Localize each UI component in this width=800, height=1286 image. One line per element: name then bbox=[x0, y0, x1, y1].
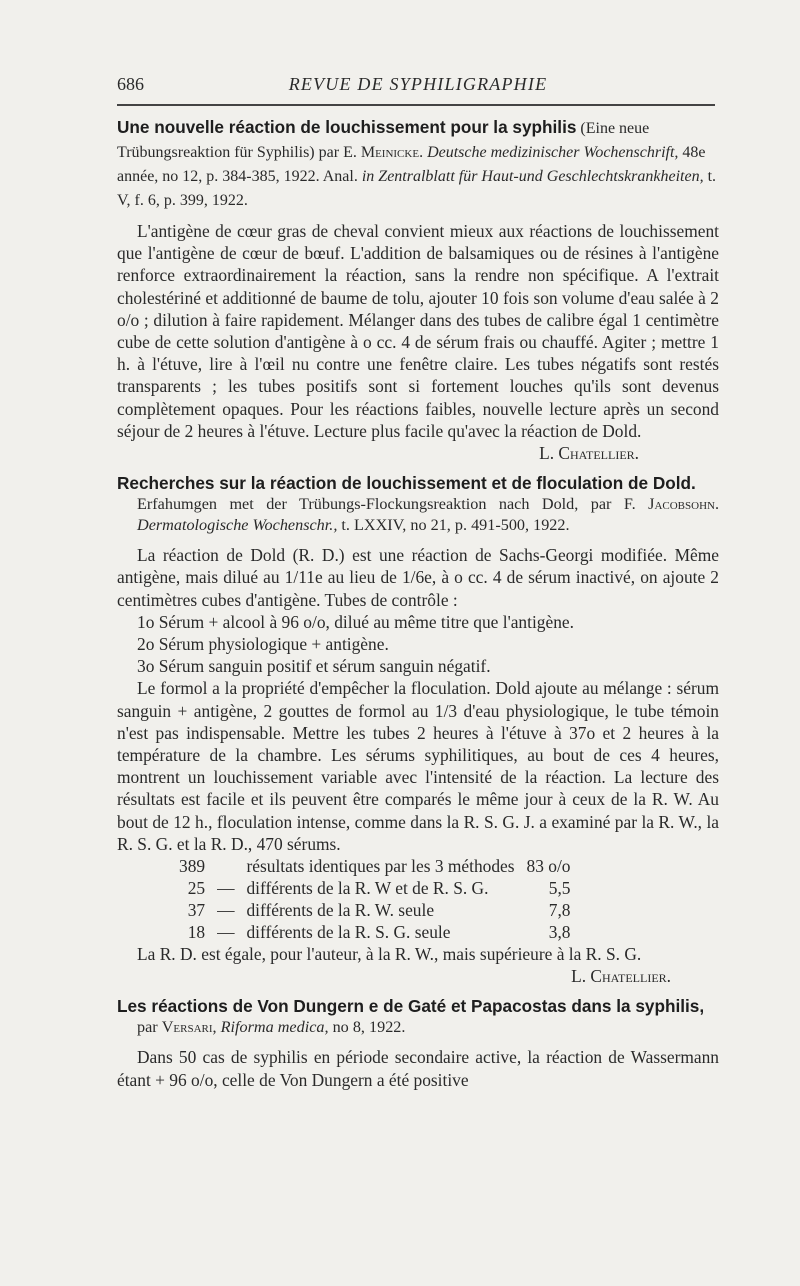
result-count: 389 bbox=[179, 856, 206, 877]
article-2-ref-c: t. LXXIV, no 21, p. 491-500, 1922. bbox=[337, 516, 570, 535]
running-title: REVUE DE SYPHILIGRAPHIE bbox=[288, 74, 548, 94]
results-table bbox=[173, 855, 577, 943]
result-value: 3,8 bbox=[548, 922, 571, 943]
spacer bbox=[117, 212, 719, 220]
result-text: différents de la R. W. seule bbox=[246, 900, 435, 921]
result-value: 7,8 bbox=[548, 900, 571, 921]
article-3-ref-c: no 8, 1922. bbox=[328, 1018, 406, 1037]
article-3-journal: Riforma medica, bbox=[220, 1018, 329, 1037]
article-1-ref-d: t. V, f. 6, p. 399, 1922. bbox=[117, 168, 717, 209]
header-rule bbox=[117, 104, 715, 106]
article-1-journal: Deutsche medizinischer Wochenschrift, bbox=[427, 144, 679, 161]
article-1-signature: L. Chatellier. bbox=[539, 443, 639, 464]
article-2-ref-b: . bbox=[714, 495, 719, 514]
article-2-para-3-text: La R. D. est égale, pour l'auteur, à la R. W., mais supérieure à la R. S. G. bbox=[137, 944, 642, 965]
page-header bbox=[117, 74, 719, 98]
spacer bbox=[117, 987, 719, 995]
article-1-heading bbox=[117, 116, 719, 212]
result-dash bbox=[211, 855, 240, 877]
list-item: 3o Sérum sanguin positif et sérum sanguin négatif. bbox=[137, 656, 491, 677]
result-text: différents de la R. S. G. seule bbox=[246, 922, 451, 943]
article-2-ref-a: Erfahumgen met der Trübungs-Flockungsreaktion nach Dold, par F. bbox=[137, 495, 649, 514]
article-1-ref-a: (Eine neue Trübungsreaktion für Syphilis) par E. bbox=[117, 120, 650, 161]
result-dash: — bbox=[217, 900, 235, 921]
result-dash: — bbox=[217, 878, 235, 899]
article-2 bbox=[117, 472, 719, 987]
article-2-title: Recherches sur la réaction de louchissement et de floculation de Dold. bbox=[117, 473, 696, 494]
article-1-author: Meinicke bbox=[360, 144, 420, 161]
article-3-author: Versari bbox=[161, 1018, 213, 1037]
article-3-title: Les réactions de Von Dungern e de Gaté et Papacostas dans la syphilis, bbox=[117, 996, 705, 1017]
result-text: résultats identiques par les 3 méthodes bbox=[246, 856, 515, 877]
article-2-journal: Dermatologische Wochenschr., bbox=[137, 516, 338, 535]
result-count: 25 bbox=[187, 878, 206, 899]
article-1-journal-2: in Zentralblatt für Haut-und Geschlechtskrankheiten, bbox=[361, 168, 704, 185]
spacer bbox=[117, 536, 719, 544]
control-tubes-list bbox=[117, 611, 719, 678]
article-1-ref-b: . bbox=[419, 144, 428, 161]
article-2-author: Jacobsohn bbox=[648, 495, 715, 514]
article-2-para-1: La réaction de Dold (R. D.) est une réaction de Sachs-Georgi modifiée. Même antigène, mais dilué au 1/11e au lieu de 1/6e, à o cc. 4 de sérum inactivé, on ajoute 2 centimètres cubes d'antigène. Tubes de contrôle : bbox=[117, 545, 719, 610]
content bbox=[117, 116, 719, 1091]
spacer bbox=[117, 464, 719, 472]
article-3-reference bbox=[117, 1017, 719, 1038]
spacer bbox=[117, 1038, 719, 1046]
article-1-ref-c: 48e année, no 12, p. 384-385, 1922. Anal. bbox=[117, 144, 706, 185]
article-1-body bbox=[117, 220, 719, 464]
result-text: différents de la R. W et de R. S. G. bbox=[246, 878, 489, 899]
article-2-para-2: Le formol a la propriété d'empêcher la floculation. Dold ajoute au mélange : sérum sanguin + antigène, 2 gouttes de formol au 1/3 d'eau physiologique, le tube témoin n'est pas indispensable. Mettre les tubes 2 heures à l'étuve à 37o et 2 heures à la température de la chambre. Les sérums syphilitiques, au bout de ces 4 heures, montrent un louchissement variable avec l'intensité de la réaction. La lecture des résultats est facile et ils peuvent être comparés le même jour à ceux de la R. W. Au bout de 12 h., floculation intense, comme dans la R. S. G. J. a examiné par la R. W., la R. S. G. et la R. D., 470 sérums. bbox=[117, 678, 719, 854]
table-row bbox=[173, 877, 577, 899]
article-1-title: Une nouvelle réaction de louchissement pour la syphilis bbox=[117, 117, 577, 137]
result-value: 83 o/o bbox=[526, 856, 571, 877]
result-count: 37 bbox=[187, 900, 206, 921]
article-2-signature: L. Chatellier. bbox=[571, 966, 671, 987]
article-3-body: Dans 50 cas de syphilis en période secondaire active, la réaction de Wassermann étant + 96 o/o, celle de Von Dungern a été positive bbox=[117, 1047, 719, 1090]
article-3 bbox=[117, 995, 719, 1090]
article-1-body-text: L'antigène de cœur gras de cheval convient mieux aux réactions de louchissement que l'antigène de cœur de bœuf. L'addition de balsamiques ou de résines à l'antigène renforce extraordinairement la réaction, sans la rendre non spécifique. A l'extrait cholestériné et additionné de baume de tolu, ajouter 10 fois son volume d'eau salée à 2 o/o ; dilution à faire rapidement. Mélanger dans des tubes de calibre égal 1 centimètre cube de cette solution d'antigène à o cc. 4 de sérum frais ou chauffé. Agiter ; mettre 1 h. à l'étuve, lire à l'œil nu contre une fenêtre claire. Les tubes négatifs sont restés transparents ; les tubes positifs sont si fortement louches qu'ils sont devenus complètement opaques. Pour les réactions faibles, nouvelle lecture après un second séjour de 2 heures à l'étuve. Lecture plus facile qu'avec la réaction de Dold. bbox=[117, 221, 719, 441]
list-item: 1o Sérum + alcool à 96 o/o, dilué au même titre que l'antigène. bbox=[137, 611, 574, 632]
article-2-para-3 bbox=[117, 943, 719, 987]
article-3-ref-b: , bbox=[212, 1018, 221, 1037]
table-row bbox=[173, 899, 577, 921]
table-row bbox=[173, 855, 577, 877]
result-count: 18 bbox=[187, 922, 206, 943]
result-dash: — bbox=[217, 922, 235, 943]
article-1 bbox=[117, 116, 719, 464]
table-row bbox=[173, 921, 577, 943]
result-value: 5,5 bbox=[548, 878, 571, 899]
article-3-heading bbox=[117, 995, 719, 1017]
article-2-heading bbox=[117, 472, 719, 494]
list-item: 2o Sérum physiologique + antigène. bbox=[137, 634, 389, 655]
article-2-reference bbox=[117, 494, 719, 536]
page-number: 686 bbox=[117, 74, 144, 94]
article-3-ref-a: par bbox=[137, 1018, 162, 1037]
